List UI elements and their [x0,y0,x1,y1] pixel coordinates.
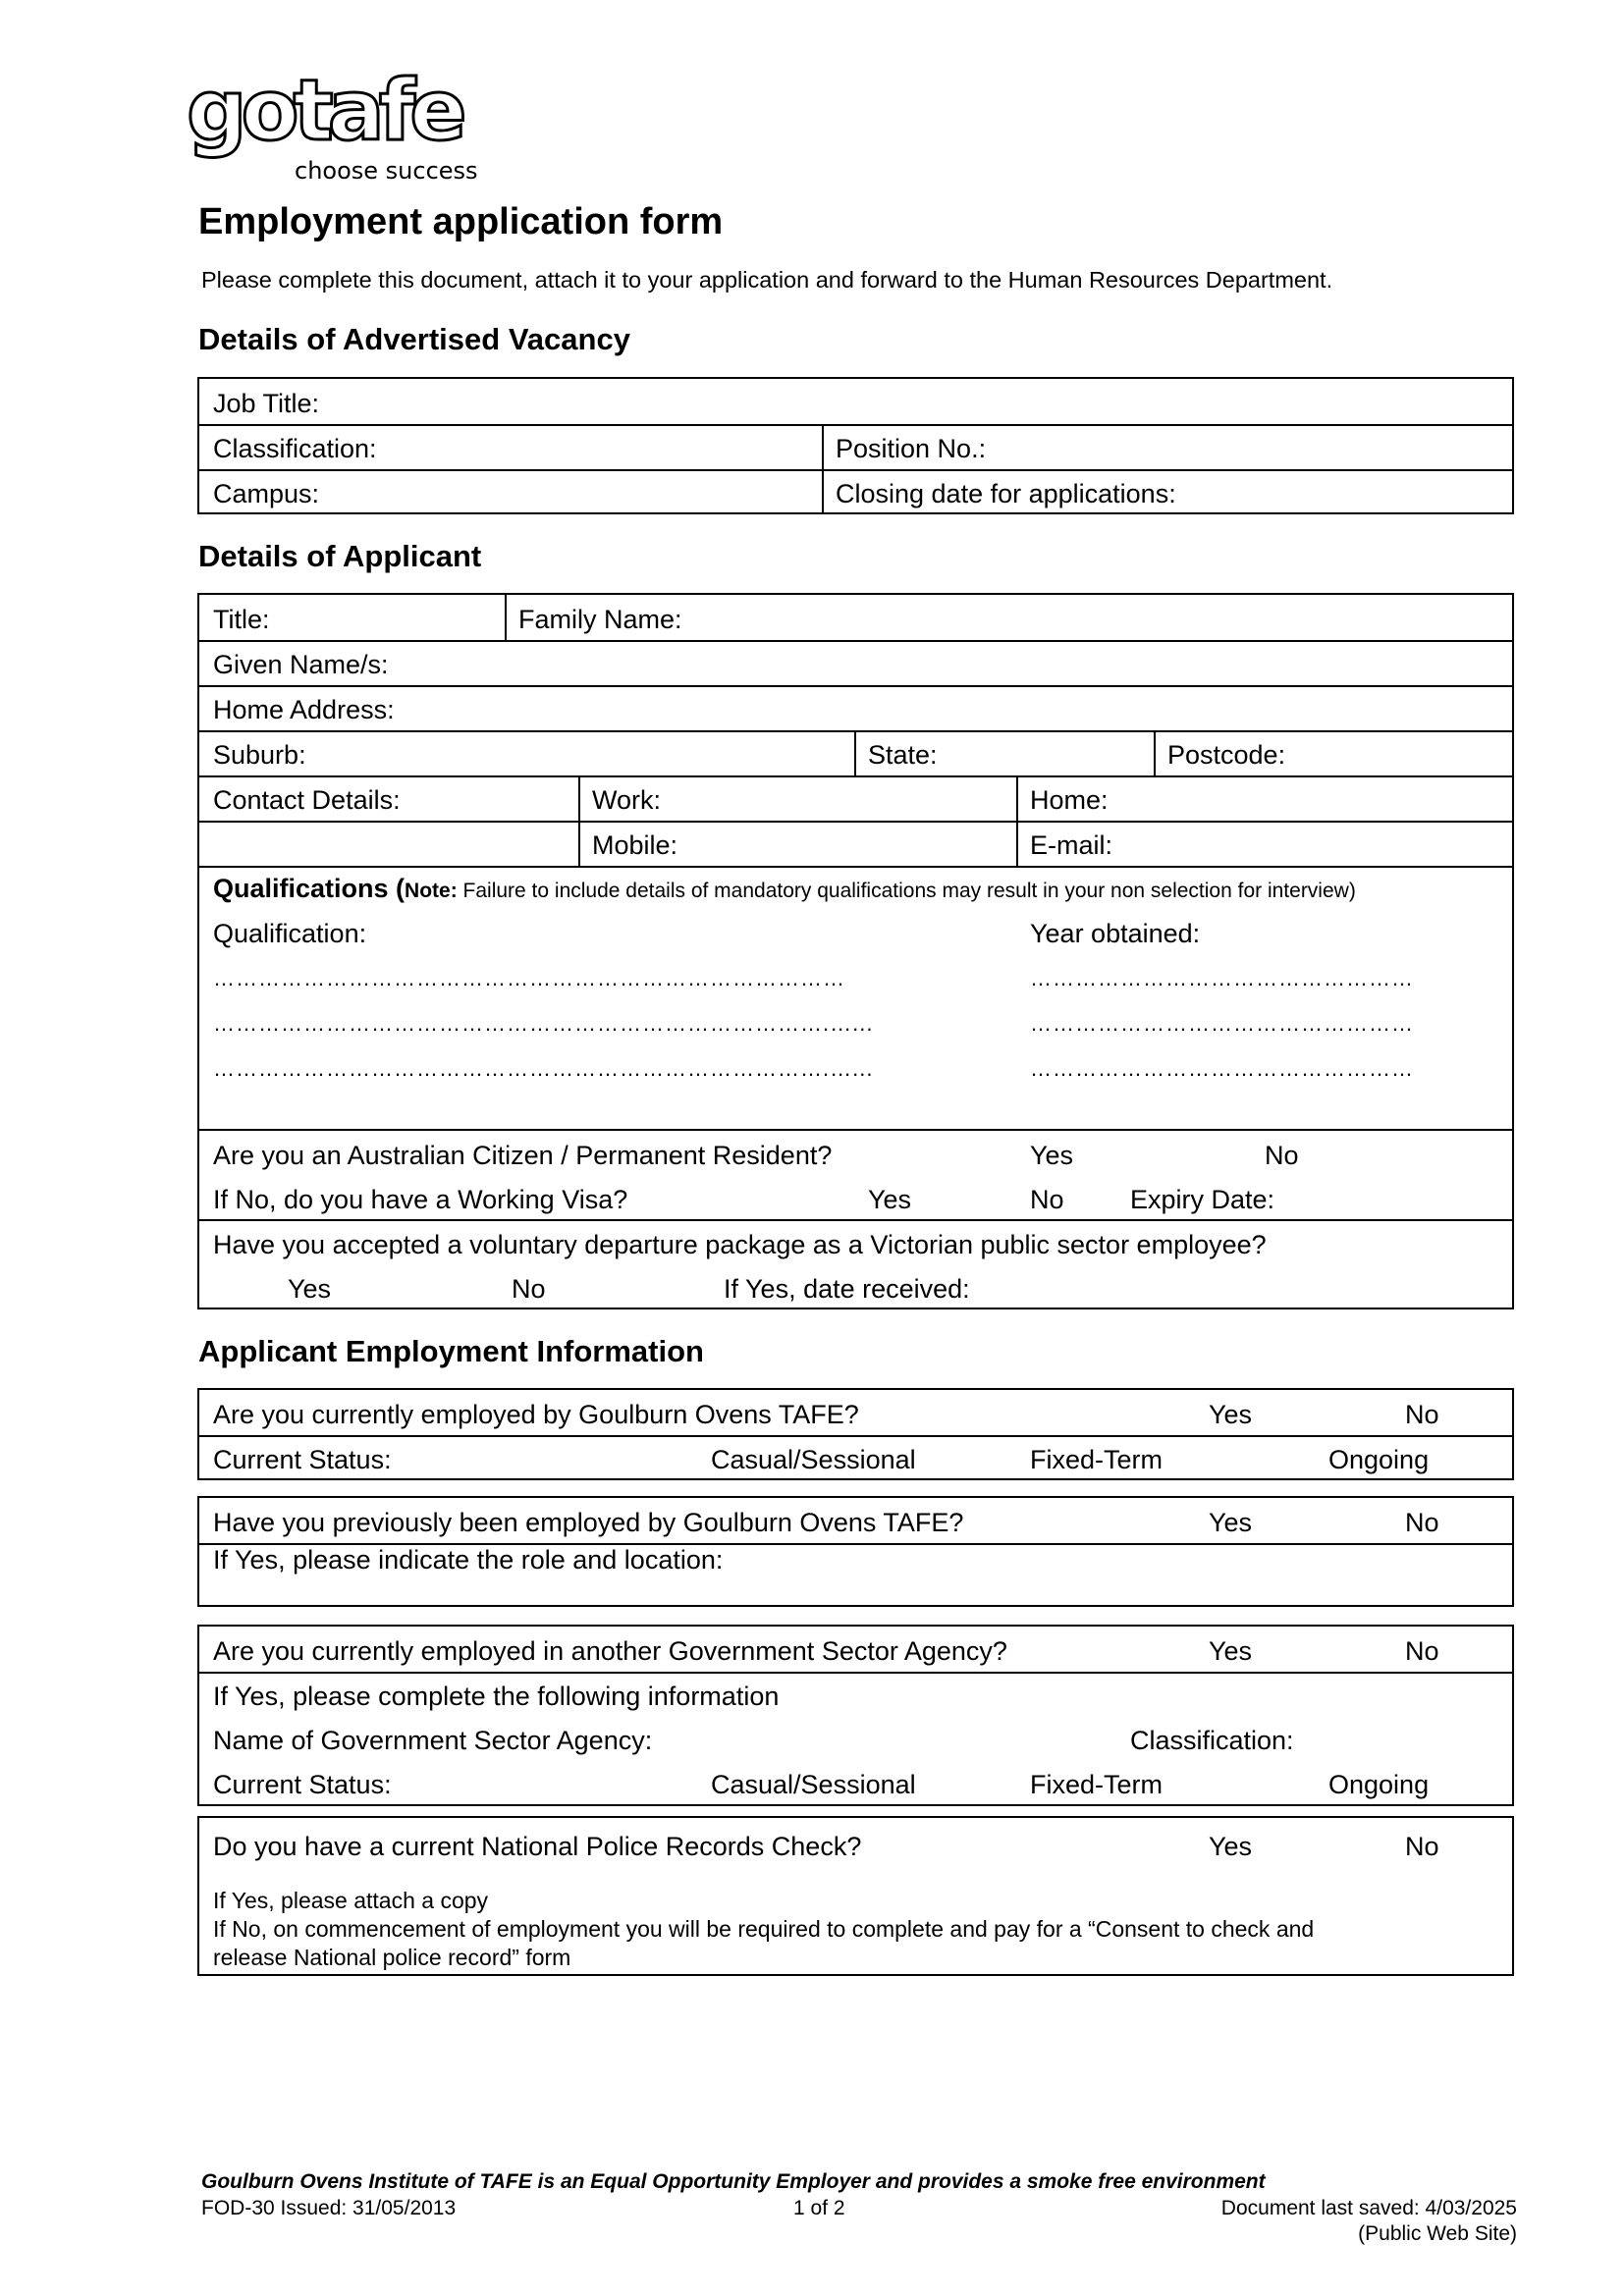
suburb-label[interactable]: Suburb: [213,740,306,770]
title-label[interactable]: Title: [213,605,270,634]
logo-brand: gotafe [187,62,461,160]
job-title-label[interactable]: Job Title: [213,389,320,418]
current-no-option[interactable]: No [1405,1400,1439,1429]
previous-no-option[interactable]: No [1405,1508,1439,1537]
intro-text: Please complete this document, attach it to your application and forward to the Human Resources Department. [201,267,1333,293]
note-label: Note: [405,880,458,902]
equal-opportunity-statement: Goulburn Ovens Institute of TAFE is an Equal Opportunity Employer and provides a smoke free environment [201,2170,1266,2193]
police-check-question: Do you have a current National Police Records Check? [213,1832,862,1861]
current-yes-option[interactable]: Yes [1209,1400,1253,1429]
government-casual-option[interactable]: Casual/Sessional [711,1770,916,1799]
government-status-label: Current Status: [213,1770,392,1799]
position-no-label[interactable]: Position No.: [836,434,987,463]
citizen-no-option[interactable]: No [1265,1141,1299,1170]
qualifications-heading: Qualifications (Note: Failure to include details of mandatory qualifications may result in your non selection for interview) [213,874,1356,903]
gotafe-logo [185,59,509,187]
mobile-label[interactable]: Mobile: [592,830,678,860]
government-info-label: If Yes, please complete the following information [213,1682,780,1711]
government-agency-name-label[interactable]: Name of Government Sector Agency: [213,1726,653,1755]
vdp-date-label[interactable]: If Yes, date received: [724,1274,970,1304]
visa-no-option[interactable]: No [1030,1185,1064,1214]
public-web-site: (Public Web Site) [1358,2222,1517,2245]
closing-date-label[interactable]: Closing date for applications: [836,479,1176,508]
postcode-label[interactable]: Postcode: [1167,740,1286,770]
logo-tagline: choose success [295,157,478,185]
police-no-text-line-2: release National police record” form [213,1945,571,1970]
form-id: FOD-30 Issued: 31/05/2013 [201,2197,457,2219]
police-yes-option[interactable]: Yes [1209,1832,1253,1861]
page-title: Employment application form [198,201,724,242]
state-label[interactable]: State: [868,740,938,770]
previous-employment-table [197,1496,1514,1607]
employment-heading: Applicant Employment Information [198,1334,704,1368]
police-attach-text: If Yes, please attach a copy [213,1888,489,1913]
current-employment-table [197,1388,1514,1480]
fixed-term-option[interactable]: Fixed-Term [1030,1445,1164,1474]
family-name-label[interactable]: Family Name: [518,605,682,634]
visa-question: If No, do you have a Working Visa? [213,1185,628,1214]
qualification-line-1[interactable]: ………………………………………………………………………… [213,966,845,990]
year-obtained-label: Year obtained: [1030,919,1201,948]
year-line-3[interactable]: …………………………………………… [1030,1056,1414,1081]
police-check-table [197,1816,1514,1976]
current-status-label: Current Status: [213,1445,392,1474]
vacancy-table [197,377,1514,514]
government-ongoing-option[interactable]: Ongoing [1328,1770,1430,1799]
citizen-yes-option[interactable]: Yes [1030,1141,1074,1170]
year-line-1[interactable]: …………………………………………… [1030,966,1414,990]
government-no-option[interactable]: No [1405,1636,1439,1666]
vacancy-heading: Details of Advertised Vacancy [198,322,630,356]
home-phone-label[interactable]: Home: [1030,785,1109,815]
year-line-2[interactable]: …………………………………………… [1030,1011,1414,1036]
vdp-question: Have you accepted a voluntary departure package as a Victorian public sector employee? [213,1230,1267,1259]
police-no-option[interactable]: No [1405,1832,1439,1861]
ongoing-option[interactable]: Ongoing [1328,1445,1430,1474]
page-number: 1 of 2 [793,2197,845,2219]
government-agency-question: Are you currently employed in another Government Sector Agency? [213,1636,1007,1666]
government-yes-option[interactable]: Yes [1209,1636,1253,1666]
casual-option[interactable]: Casual/Sessional [711,1445,916,1474]
home-address-label[interactable]: Home Address: [213,695,395,724]
current-employed-question: Are you currently employed by Goulburn Ovens TAFE? [213,1400,859,1429]
applicant-heading: Details of Applicant [198,539,482,573]
applicant-table [197,593,1514,1309]
vdp-yes-option[interactable]: Yes [288,1274,332,1304]
government-fixed-term-option[interactable]: Fixed-Term [1030,1770,1164,1799]
qualification-line-3[interactable]: ……………………………………………………………………….…... [213,1056,874,1081]
vdp-no-option[interactable]: No [512,1274,546,1304]
qualification-label: Qualification: [213,919,367,948]
classification-label[interactable]: Classification: [213,434,377,463]
government-agency-table [197,1625,1514,1806]
police-no-text-line-1: If No, on commencement of employment you will be required to complete and pay for a “Consent to check and [213,1916,1315,1942]
previous-employed-question: Have you previously been employed by Goulburn Ovens TAFE? [213,1508,964,1537]
citizen-question: Are you an Australian Citizen / Permanent Resident? [213,1141,833,1170]
qualification-line-2[interactable]: ……………………………………………………………………….…... [213,1011,874,1036]
given-names-label[interactable]: Given Name/s: [213,650,389,679]
last-saved: Document last saved: 4/03/2025 [1220,2197,1517,2219]
government-classification-label[interactable]: Classification: [1130,1726,1294,1755]
contact-details-label: Contact Details: [213,785,401,815]
note-text: Failure to include details of mandatory qualifications may result in your non selection for interview) [457,880,1356,902]
previous-role-label[interactable]: If Yes, please indicate the role and location: [213,1545,724,1575]
work-phone-label[interactable]: Work: [592,785,662,815]
visa-yes-option[interactable]: Yes [868,1185,912,1214]
campus-label[interactable]: Campus: [213,479,320,508]
previous-yes-option[interactable]: Yes [1209,1508,1253,1537]
email-label[interactable]: E-mail: [1030,830,1113,860]
expiry-date-label[interactable]: Expiry Date: [1130,1185,1275,1214]
